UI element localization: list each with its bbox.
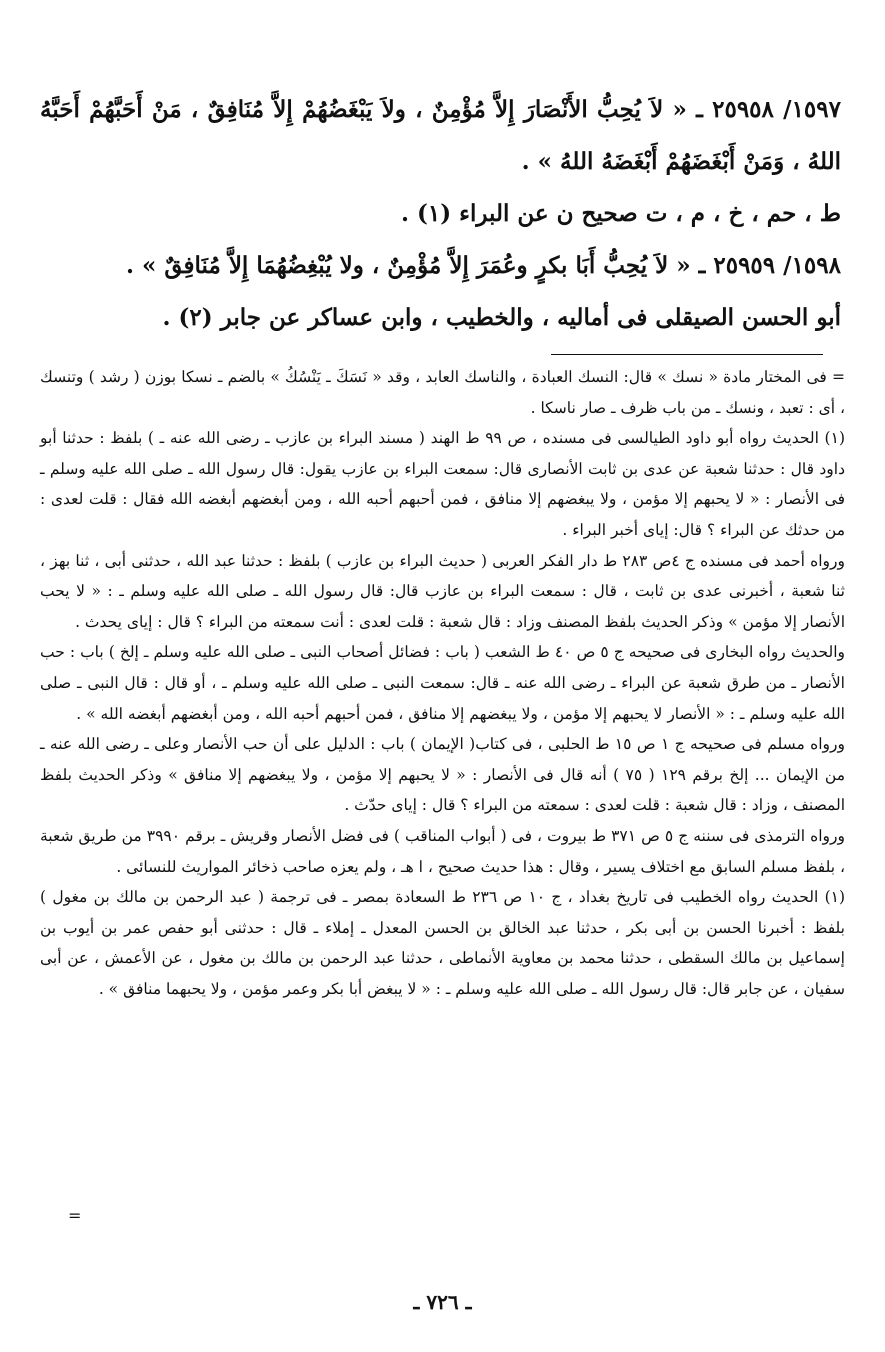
- footnotes-section: [40, 362, 845, 1004]
- page-number: ـ ٧٢٦ ـ: [413, 1290, 472, 1314]
- hadith-1598-source: أبو الحسن الصيقلى فى أماليه ، والخطيب ، وابن عساكر عن جابر (٢) .: [162, 304, 841, 331]
- footnote-1-ahmad: ورواه أحمد فى مسنده ج ٤ص ٢٨٣ ط دار الفكر العربى ( حديث البراء بن عازب ) بلفظ : حدثنا عبد الله ، حدثنى أبى ، ثنا بهز ، ثنا شعبة ، أخبرنى عدى بن ثابت ، قال : سمعت البراء بن عازب قال: قال رسول الله ـ صلى الله عليه وسلم ـ : « لا يحب الأنصار إلا مؤمن » وذكر الحديث بلفظ المصنف وزاد : قال شعبة : قلت لعدى : أنت سمعته من البراء ؟ قال : إياى يحدث .: [40, 551, 845, 631]
- footnote-1-tirmidhi: ورواه الترمذى فى سننه ج ٥ ص ٣٧١ ط بيروت ، فى ( أبواب المناقب ) فى فضل الأنصار وقريش ـ برقم ٣٩٩٠ من طريق شعبة ، بلفظ مسلم السابق مع اختلاف يسير ، وقال : هذا حديث صحيح ، ا هـ ، ولم يعزه صاحب ذخائر المواريث للنسائى .: [40, 826, 845, 876]
- footnote-1-muslim: ورواه مسلم فى صحيحه ج ١ ص ١٥ ط الحلبى ، فى كتاب( الإيمان ) باب : الدليل على أن حب الأنصار وعلى ـ رضى الله عنه ـ من الإيمان ... إلخ برقم ١٢٩ ( ٧٥ ) أنه قال فى الأنصار : « لا يحبهم إلا مؤمن ، ولا يبغضهم إلا منافق » وذكر الحديث بلفظ المصنف ، وزاد : قال شعبة : قلت لعدى : سمعته من البراء ؟ قال : إياى حدّث .: [40, 735, 846, 815]
- footnote-2-khatib: (١) الحديث رواه الخطيب فى تاريخ بغداد ، ج ١٠ ص ٢٣٦ ط السعادة بمصر ـ فى ترجمة ( عبد الرحمن بن مالك بن مغول ) بلفظ : أخبرنا الحسن بن أبى بكر ، حدثنا عبد الخالق بن الحسن المعدل ـ إملاء ـ قال : حدثنى أبو حفص عمر بن أيوب بن إسماعيل بن مالك السقطى ، حدثنا محمد بن معاوية الأنماطى ، حدثنا عبد الرحمن بن مالك بن مغول ، عن الأعمش ، عن أبى سفيان ، عن جابر قال: قال رسول الله ـ صلى الله عليه وسلم ـ : « لا يبغض أبا بكر وعمر مؤمن ، ولا يحبهما منافق » .: [40, 888, 846, 998]
- hadith-1597-source: ط ، حم ، خ ، م ، ت صحيح ن عن البراء (١) .: [401, 200, 841, 227]
- hadith-1597-text: ١٥٩٧/ ٢٥٩٥٨ ـ « لاَ يُحِبُّ الأَنْصَارَ إِلاَّ مُؤْمِنٌ ، ولاَ يَبْغَضُهُمْ إِلاَّ مُنَافِقٌ ، مَنْ أَحَبَّهُمْ أَحَبَّهُ اللهُ ، وَمَنْ أَبْغَضَهُمْ أَبْغَضَهُ اللهُ » .: [40, 96, 841, 175]
- hadith-1598-text: ١٥٩٨/ ٢٥٩٥٩ ـ « لاَ يُحِبُّ أَبَا بكرٍ وعُمَرَ إِلاَّ مُؤْمِنٌ ، ولا يُبْغِضُهُمَا إِلاَّ مُنَافِقٌ » .: [125, 252, 841, 279]
- footnote-divider: [551, 354, 823, 355]
- footnote-1-abu-dawud: (١) الحديث رواه أبو داود الطيالسى فى مسنده ، ص ٩٩ ط الهند ( مسند البراء بن عازب ـ رضى الله عنه ـ ) بلفظ : حدثنا أبو داود قال : حدثنا شعبة عن عدى بن ثابت الأنصارى قال: سمعت البراء بن عازب يقول: قال رسول الله ـ صلى الله عليه وسلم ـ فى الأنصار : « لا يحبهم إلا مؤمن ، ولا يبغضهم إلا منافق ، فمن أحبهم أحبه الله ، ومن أبغضهم أبغضه الله فقال : قلت لعدى : من حدثك عن البراء ؟ قال: إياى أخبر البراء .: [40, 429, 845, 539]
- continuation-mark: =: [68, 1206, 82, 1225]
- hadith-section: [40, 84, 841, 344]
- footnote-1-bukhari: والحديث رواه البخارى فى صحيحه ج ٥ ص ٤٠ ط الشعب ( باب : فضائل أصحاب النبى ـ صلى الله عليه وسلم ـ إلخ ) باب : حب الأنصار ـ من طرق شعبة عن البراء ـ رضى الله عنه ـ قال: سمعت النبى ـ صلى الله عليه وسلم ـ ، أو قال : قال النبى ـ صلى الله عليه وسلم ـ : « الأنصار لا يحبهم إلا مؤمن ، ولا يبغضهم إلا منافق ، فمن أحبهم أحبه الله ، ومن أبغضهم أبغضه الله » .: [40, 643, 846, 723]
- footnote-continuation: = فى المختار مادة « نسك » قال: النسك العبادة ، والناسك العابد ، وقد « نَسَكَ ـ يَنْسُكُ » بالضم ـ نسكا بوزن ( رشد ) وتنسك ، أى : تعبد ، ونسك ـ من باب ظرف ـ صار ناسكا .: [40, 368, 845, 417]
